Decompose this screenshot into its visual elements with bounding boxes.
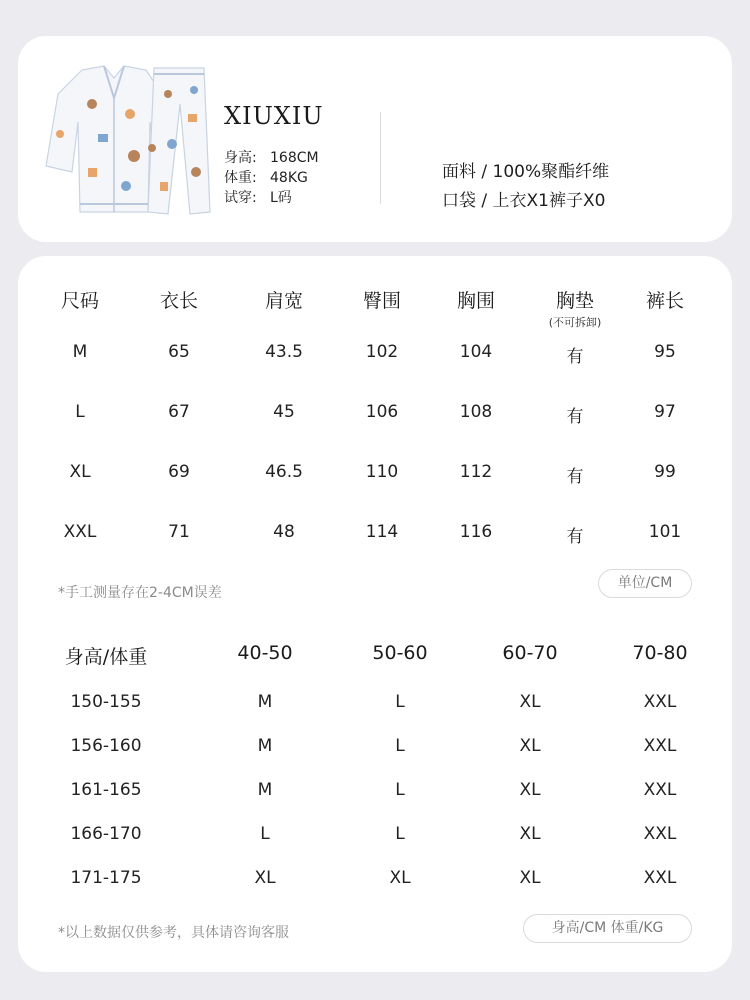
rec-cell-height: 150-155 (70, 692, 142, 712)
size-cell-shoulder: 45 (273, 402, 295, 422)
rec-cell-size: L (395, 692, 405, 712)
recommend-note: *以上数据仅供参考，具体请咨询客服 (58, 925, 289, 941)
rec-cell-size: XL (519, 780, 541, 800)
size-unit-pill: 单位/CM (598, 569, 692, 598)
size-cell-chest: 108 (459, 402, 493, 422)
rec-cell-size: XXL (643, 868, 677, 888)
size-cell-chest: 112 (459, 462, 493, 482)
rec-cell-size: XL (519, 824, 541, 844)
pocket-text: 口袋 / 上衣X1裤子X0 (442, 191, 606, 211)
size-cell-pants: 97 (654, 402, 676, 422)
rec-cell-size: L (395, 780, 405, 800)
size-header-size: 尺码 (60, 290, 100, 312)
divider (380, 112, 381, 204)
size-cell-size: M (72, 342, 88, 362)
size-cell-size: XXL (63, 522, 97, 542)
size-header-chest: 胸围 (456, 290, 496, 312)
brand-name: XIUXIU (224, 102, 324, 130)
size-header-shoulder: 肩宽 (264, 290, 304, 312)
model-specs (224, 148, 319, 208)
size-chart-card (18, 256, 732, 972)
rec-cell-size: XXL (643, 824, 677, 844)
size-cell-hip: 102 (365, 342, 399, 362)
product-info-card (18, 36, 732, 242)
size-header-pad (549, 286, 602, 330)
rec-header-w4: 70-80 (632, 642, 688, 664)
size-cell-pad: 有 (566, 467, 584, 487)
weight-label: 体重: (224, 170, 257, 186)
height-label: 身高: (224, 150, 257, 166)
size-cell-shoulder: 43.5 (265, 342, 303, 362)
fabric-info (442, 158, 609, 216)
size-cell-length: 67 (168, 402, 190, 422)
model-tryon (224, 188, 319, 208)
recommend-unit-pill: 身高/CM 体重/KG (523, 914, 692, 943)
rec-cell-size: XXL (643, 736, 677, 756)
size-cell-chest: 104 (459, 342, 493, 362)
rec-cell-size: L (395, 824, 405, 844)
size-header-pants: 裤长 (645, 290, 685, 312)
rec-cell-size: XL (519, 868, 541, 888)
tryon-label: 试穿: (224, 190, 257, 206)
size-cell-hip: 106 (365, 402, 399, 422)
size-cell-length: 71 (168, 522, 190, 542)
rec-header-w3: 60-70 (502, 642, 558, 664)
size-cell-length: 69 (168, 462, 190, 482)
rec-cell-size: XL (519, 692, 541, 712)
tryon-value: L码 (270, 190, 292, 206)
size-header-length: 衣长 (159, 290, 199, 312)
rec-cell-size: L (260, 824, 270, 844)
rec-cell-height: 166-170 (70, 824, 142, 844)
size-cell-pad: 有 (566, 347, 584, 367)
rec-header-w1: 40-50 (237, 642, 293, 664)
rec-cell-height: 156-160 (70, 736, 142, 756)
rec-cell-height: 171-175 (70, 868, 142, 888)
rec-cell-size: XL (254, 868, 276, 888)
size-cell-hip: 114 (365, 522, 399, 542)
size-cell-pad: 有 (566, 527, 584, 547)
model-height (224, 148, 319, 168)
size-cell-size: XL (69, 462, 91, 482)
rec-cell-size: XXL (643, 692, 677, 712)
height-value: 168CM (270, 150, 319, 166)
fabric-text: 面料 / 100%聚酯纤维 (442, 162, 610, 182)
rec-header-hw: 身高/体重 (64, 646, 148, 668)
pad-label: 胸垫 (555, 290, 594, 312)
rec-cell-size: XL (389, 868, 411, 888)
rec-cell-size: L (395, 736, 405, 756)
size-cell-length: 65 (168, 342, 190, 362)
rec-cell-size: M (257, 692, 273, 712)
rec-header-w2: 50-60 (372, 642, 428, 664)
rec-cell-size: M (257, 736, 273, 756)
weight-value: 48KG (270, 170, 308, 186)
pad-sublabel: (不可拆卸) (548, 316, 602, 329)
size-cell-shoulder: 46.5 (265, 462, 303, 482)
rec-cell-size: M (257, 780, 273, 800)
size-note: *手工测量存在2-4CM误差 (58, 585, 222, 601)
size-cell-pants: 99 (654, 462, 676, 482)
model-weight (224, 168, 319, 188)
size-cell-pad: 有 (566, 407, 584, 427)
pajama-product-image (42, 64, 214, 220)
rec-cell-size: XXL (643, 780, 677, 800)
size-header-hip: 臀围 (362, 290, 402, 312)
size-cell-pants: 95 (654, 342, 676, 362)
rec-cell-size: XL (519, 736, 541, 756)
size-cell-hip: 110 (365, 462, 399, 482)
size-cell-shoulder: 48 (273, 522, 295, 542)
rec-cell-height: 161-165 (70, 780, 142, 800)
size-cell-chest: 116 (459, 522, 493, 542)
size-cell-size: L (75, 402, 85, 422)
size-cell-pants: 101 (648, 522, 682, 542)
